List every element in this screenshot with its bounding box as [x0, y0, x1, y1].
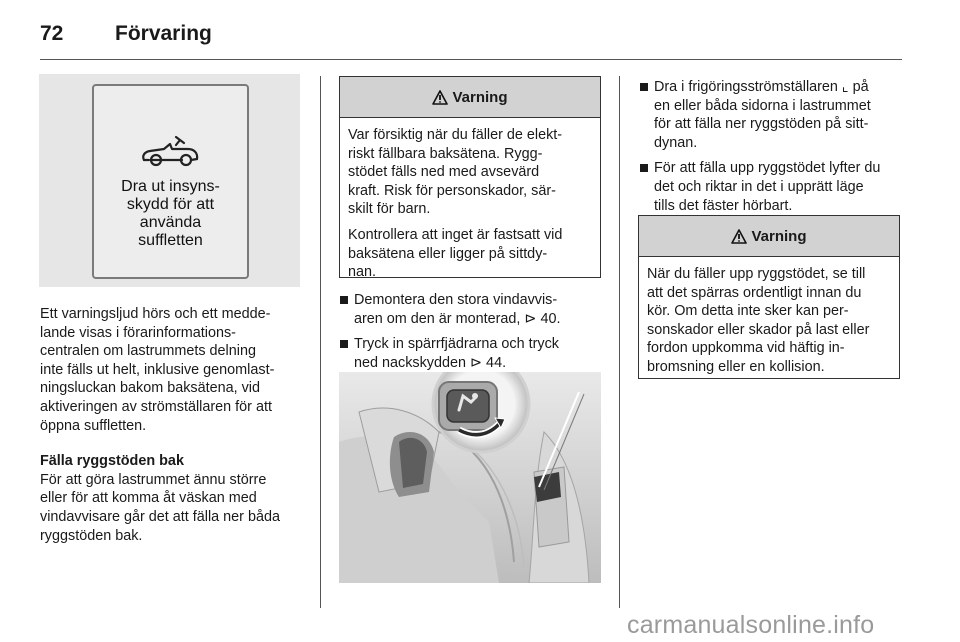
bullet-square-icon [340, 296, 348, 304]
text-line: Dra i frigöringsströmställaren ⌞ på [654, 79, 869, 95]
convertible-car-icon [136, 134, 206, 170]
text-line: vindavvisare går det att fälla ner båda [40, 508, 280, 525]
list-item [640, 78, 905, 152]
list-item [340, 291, 610, 328]
bullet-square-icon [640, 164, 648, 172]
text-line: eller för att komma åt väskan med [40, 490, 257, 507]
text-line: ned nackskydden ⊳ 44. [354, 354, 507, 371]
text-line: att det spärras ordentligt innan du [647, 284, 862, 301]
text-line: aren om den är monterad, ⊳ 40. [354, 310, 561, 327]
step-list [640, 78, 905, 215]
warning-header [639, 216, 899, 257]
step-list [340, 291, 610, 372]
text-line: kör. Om detta inte sker kan per- [647, 303, 849, 320]
info-display-figure [39, 74, 300, 287]
page-header [40, 22, 900, 62]
text-line: När du fäller upp ryggstödet, se till [647, 266, 866, 282]
column-1-text [40, 305, 315, 545]
display-line: använda [139, 214, 202, 231]
list-item [340, 335, 610, 372]
text-line: tills det fäster hörbart. [654, 197, 793, 214]
warning-box-raising [638, 215, 900, 379]
text-line: Kontrollera att inget är fastsatt vid [348, 226, 563, 243]
bullet-square-icon [340, 340, 348, 348]
watermark-site: carmanualsonline.info [627, 611, 875, 639]
paragraph-warning-sound [40, 305, 315, 435]
text-line: nan. [348, 264, 377, 281]
text-line: För att fälla upp ryggstödet lyfter du [654, 160, 881, 177]
info-display-message [94, 178, 247, 250]
warning-body [340, 118, 600, 282]
text-line: Demontera den stora vindavvis- [354, 292, 558, 308]
column-3-steps [640, 78, 905, 222]
warning-paragraph [647, 265, 891, 377]
warning-title: Varning [452, 88, 508, 106]
warning-box-folding [339, 76, 601, 281]
text-line: för att fälla ner ryggstöden på sitt- [654, 116, 869, 133]
column-divider-1 [320, 76, 321, 608]
text-line: skilt för barn. [348, 201, 431, 218]
text-line: bromsning eller en kollision. [647, 358, 825, 375]
text-line: öppna suffletten. [40, 417, 147, 434]
section-heading: Fälla ryggstöden bak [40, 453, 184, 470]
warning-paragraph [348, 126, 592, 219]
text-line: fordon uppkomma vid häftig in- [647, 340, 845, 357]
warning-header [340, 77, 600, 118]
text-line: en eller båda sidorna i lastrummet [654, 97, 871, 114]
warning-triangle-icon [731, 229, 747, 244]
text-line: dynan. [654, 134, 698, 151]
display-line: skydd för att [126, 196, 215, 213]
text-line: För att göra lastrummet ännu större [40, 471, 267, 488]
trunk-release-photo [339, 372, 601, 583]
text-line: aktiveringen av strömställaren för att [40, 398, 272, 415]
column-2-steps [340, 291, 610, 379]
warning-body [639, 257, 899, 377]
list-item [640, 159, 905, 215]
page-title: Förvaring [115, 22, 212, 45]
text-line: centralen om lastrummets delning [40, 343, 256, 360]
header-rule [40, 59, 902, 60]
info-display-screen [92, 84, 249, 279]
bullet-square-icon [640, 83, 648, 91]
text-line: Tryck in spärrfjädrarna och tryck [354, 336, 559, 353]
page-number: 72 [40, 22, 64, 45]
text-line: ningsluckan bakom baksätena, vid [40, 380, 260, 397]
text-line: inte fälls ut helt, inklusive genomlast- [40, 361, 275, 378]
warning-triangle-icon [432, 90, 448, 105]
text-line: stödet fälls ned med avsevärd [348, 164, 540, 181]
text-line: det och riktar in det i upprätt läge [654, 178, 864, 195]
warning-title: Varning [751, 227, 807, 245]
column-divider-2 [619, 76, 620, 608]
text-line: Var försiktig när du fäller de elekt- [348, 127, 563, 143]
text-line: kraft. Risk för personskador, sär- [348, 182, 556, 199]
display-line: Dra ut insyns- [121, 178, 220, 195]
text-line: baksätena eller ligger på sittdy- [348, 245, 548, 262]
text-line: lande visas i förarinformations- [40, 324, 236, 341]
text-line: sonskador eller skador på last eller [647, 321, 870, 338]
display-line: suffletten [138, 232, 203, 249]
text-line: ryggstöden bak. [40, 527, 143, 544]
text-line: riskt fällbara baksätena. Rygg- [348, 145, 543, 162]
warning-paragraph [348, 226, 592, 282]
text-line: Ett varningsljud hörs och ett medde- [40, 306, 271, 322]
paragraph-fold-seats [40, 471, 315, 545]
